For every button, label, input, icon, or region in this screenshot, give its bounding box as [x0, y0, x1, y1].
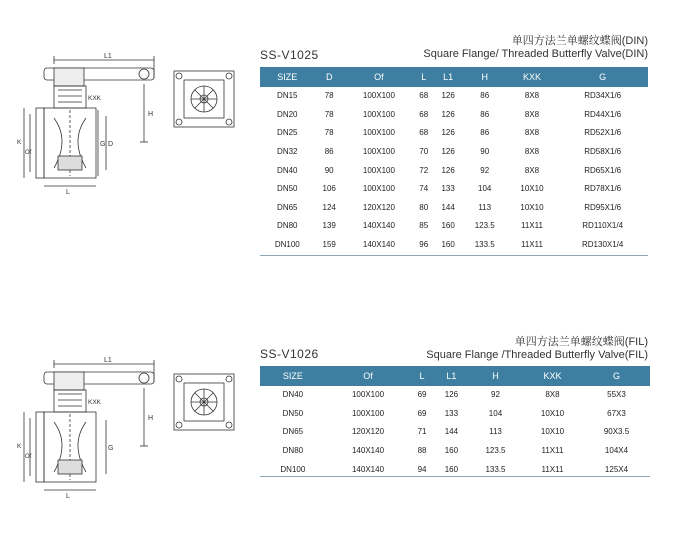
- table-cell: 100X100: [326, 386, 411, 404]
- table-cell: 10X10: [522, 404, 583, 423]
- dim-label-l1: L1: [104, 357, 112, 364]
- header-g: G: [583, 366, 650, 386]
- dim-label-k: K: [17, 443, 22, 450]
- table-cell: 90: [315, 161, 344, 180]
- dim-label-of: Of: [25, 150, 32, 156]
- table-cell: 144: [434, 198, 463, 217]
- table-cell: RD78X1/6: [557, 179, 648, 198]
- table-cell: 160: [434, 217, 463, 236]
- table-cell: 126: [434, 386, 469, 404]
- table-cell: DN80: [260, 217, 315, 236]
- table-cell: DN32: [260, 142, 315, 161]
- table-cell: 85: [414, 217, 434, 236]
- table-row: [260, 142, 648, 161]
- table-header-row: [260, 366, 650, 386]
- table-cell: 92: [469, 386, 522, 404]
- table-cell: RD130X1/4: [557, 235, 648, 254]
- product-title-cn: 单四方法兰单螺纹蝶阀(DIN): [511, 35, 648, 47]
- table-cell: 69: [410, 404, 434, 423]
- table-cell: 133: [434, 404, 469, 423]
- header-of: Of: [326, 366, 411, 386]
- table-cell: 100X100: [344, 161, 414, 180]
- table-row: [260, 179, 648, 198]
- header-g: G: [557, 67, 648, 87]
- table-header-row: [260, 67, 648, 87]
- table-cell: 120X120: [344, 198, 414, 217]
- table-bottom-rule: [260, 255, 648, 256]
- table-cell: 92: [463, 161, 507, 180]
- table-cell: 160: [434, 441, 469, 460]
- table-cell: 8X8: [522, 386, 583, 404]
- table-cell: 104: [469, 404, 522, 423]
- header-size: SIZE: [260, 67, 315, 87]
- spec-table-din: [260, 67, 648, 254]
- table-cell: 133.5: [469, 460, 522, 479]
- table-cell: 124: [315, 198, 344, 217]
- table-cell: 90: [463, 142, 507, 161]
- table-cell: RD44X1/6: [557, 105, 648, 124]
- table-cell: 140X140: [344, 217, 414, 236]
- table-cell: 8X8: [507, 161, 558, 180]
- table-cell: DN40: [260, 386, 326, 404]
- table-cell: 100X100: [344, 142, 414, 161]
- table-cell: DN100: [260, 460, 326, 479]
- table-cell: DN25: [260, 124, 315, 143]
- table-cell: 67X3: [583, 404, 650, 423]
- table-cell: 10X10: [522, 423, 583, 442]
- table-cell: 133: [434, 179, 463, 198]
- dim-label-l1: L1: [104, 53, 112, 60]
- table-cell: 88: [410, 441, 434, 460]
- table-cell: DN40: [260, 161, 315, 180]
- table-cell: 86: [463, 87, 507, 105]
- table-cell: 126: [434, 124, 463, 143]
- product-title-en: Square Flange/ Threaded Butterfly Valve(DIN): [423, 48, 648, 60]
- model-number: SS-V1025: [260, 48, 319, 62]
- table-cell: 10X10: [507, 179, 558, 198]
- header-l: L: [414, 67, 434, 87]
- table-cell: 126: [434, 105, 463, 124]
- table-cell: RD65X1/6: [557, 161, 648, 180]
- table-cell: 8X8: [507, 142, 558, 161]
- table-cell: RD52X1/6: [557, 124, 648, 143]
- spec-table-fil: [260, 366, 650, 479]
- table-cell: 8X8: [507, 105, 558, 124]
- table-row: [260, 105, 648, 124]
- table-cell: 100X100: [344, 179, 414, 198]
- header-d: D: [315, 67, 344, 87]
- table-cell: 140X140: [344, 235, 414, 254]
- table-cell: 140X140: [326, 460, 411, 479]
- header-kxk: KXK: [522, 366, 583, 386]
- table-cell: DN100: [260, 235, 315, 254]
- table-cell: 126: [434, 87, 463, 105]
- dim-label-l: L: [66, 189, 70, 196]
- table-cell: 70: [414, 142, 434, 161]
- table-cell: 160: [434, 235, 463, 254]
- table-cell: 86: [463, 105, 507, 124]
- valve-side-drawing: [14, 352, 164, 500]
- table-cell: 139: [315, 217, 344, 236]
- table-cell: 74: [414, 179, 434, 198]
- table-row: [260, 441, 650, 460]
- table-cell: 11X11: [522, 441, 583, 460]
- table-cell: 100X100: [326, 404, 411, 423]
- table-row: [260, 217, 648, 236]
- table-cell: 86: [315, 142, 344, 161]
- dim-label-g: G: [108, 445, 114, 452]
- dim-label-kxk: KXK: [88, 399, 102, 406]
- table-cell: DN65: [260, 198, 315, 217]
- table-cell: 72: [414, 161, 434, 180]
- table-cell: 126: [434, 142, 463, 161]
- table-cell: 120X120: [326, 423, 411, 442]
- table-cell: 11X11: [507, 217, 558, 236]
- table-cell: 55X3: [583, 386, 650, 404]
- dim-label-h: H: [148, 111, 154, 118]
- table-cell: DN50: [260, 404, 326, 423]
- header-l1: L1: [434, 67, 463, 87]
- square-flange-drawing: [170, 67, 238, 131]
- table-cell: 100X100: [344, 124, 414, 143]
- dim-label-of: Of: [25, 454, 32, 460]
- table-cell: 126: [434, 161, 463, 180]
- table-cell: RD58X1/6: [557, 142, 648, 161]
- header-size: SIZE: [260, 366, 326, 386]
- table-cell: 86: [463, 124, 507, 143]
- table-cell: 68: [414, 124, 434, 143]
- table-cell: DN20: [260, 105, 315, 124]
- table-cell: 104: [463, 179, 507, 198]
- dim-label-d: D: [108, 141, 114, 148]
- table-cell: 113: [469, 423, 522, 442]
- table-cell: DN65: [260, 423, 326, 442]
- table-cell: 104X4: [583, 441, 650, 460]
- table-cell: DN50: [260, 179, 315, 198]
- table-cell: 94: [410, 460, 434, 479]
- table-cell: 69: [410, 386, 434, 404]
- table-row: [260, 124, 648, 143]
- table-cell: 123.5: [463, 217, 507, 236]
- dim-label-g: G: [100, 141, 106, 148]
- table-cell: 68: [414, 87, 434, 105]
- dim-label-k: K: [17, 139, 22, 146]
- table-row: [260, 87, 648, 105]
- table-cell: 100X100: [344, 87, 414, 105]
- table-cell: 68: [414, 105, 434, 124]
- table-cell: 113: [463, 198, 507, 217]
- table-cell: 8X8: [507, 87, 558, 105]
- header-of: Of: [344, 67, 414, 87]
- header-kxk: KXK: [507, 67, 558, 87]
- dim-label-kxk: KXK: [88, 95, 102, 102]
- valve-side-drawing: [14, 48, 164, 196]
- table-cell: RD110X1/4: [557, 217, 648, 236]
- table-cell: DN80: [260, 441, 326, 460]
- table-cell: 159: [315, 235, 344, 254]
- table-row: [260, 404, 650, 423]
- dim-label-h: H: [148, 415, 154, 422]
- square-flange-drawing: [170, 370, 238, 434]
- table-cell: RD34X1/6: [557, 87, 648, 105]
- table-cell: 71: [410, 423, 434, 442]
- model-number: SS-V1026: [260, 347, 319, 361]
- table-cell: 160: [434, 460, 469, 479]
- table-row: [260, 198, 648, 217]
- table-cell: 106: [315, 179, 344, 198]
- table-cell: 133.5: [463, 235, 507, 254]
- table-cell: DN15: [260, 87, 315, 105]
- table-cell: 90X3.5: [583, 423, 650, 442]
- table-cell: 144: [434, 423, 469, 442]
- table-cell: 80: [414, 198, 434, 217]
- table-row: [260, 161, 648, 180]
- table-cell: 100X100: [344, 105, 414, 124]
- table-row: [260, 386, 650, 404]
- header-l: L: [410, 366, 434, 386]
- header-l1: L1: [434, 366, 469, 386]
- product-title-en: Square Flange /Threaded Butterfly Valve(FIL): [426, 349, 648, 361]
- table-cell: RD95X1/6: [557, 198, 648, 217]
- table-cell: 11X11: [507, 235, 558, 254]
- table-row: [260, 423, 650, 442]
- table-cell: 10X10: [507, 198, 558, 217]
- table-cell: 78: [315, 124, 344, 143]
- header-h: H: [463, 67, 507, 87]
- header-h: H: [469, 366, 522, 386]
- table-bottom-rule: [260, 476, 650, 477]
- table-row: [260, 235, 648, 254]
- table-cell: 123.5: [469, 441, 522, 460]
- table-cell: 125X4: [583, 460, 650, 479]
- table-cell: 78: [315, 87, 344, 105]
- table-cell: 8X8: [507, 124, 558, 143]
- table-cell: 140X140: [326, 441, 411, 460]
- table-cell: 78: [315, 105, 344, 124]
- dim-label-l: L: [66, 493, 70, 500]
- table-cell: 11X11: [522, 460, 583, 479]
- table-cell: 96: [414, 235, 434, 254]
- product-title-cn: 单四方法兰单螺纹蝶阀(FIL): [514, 336, 648, 348]
